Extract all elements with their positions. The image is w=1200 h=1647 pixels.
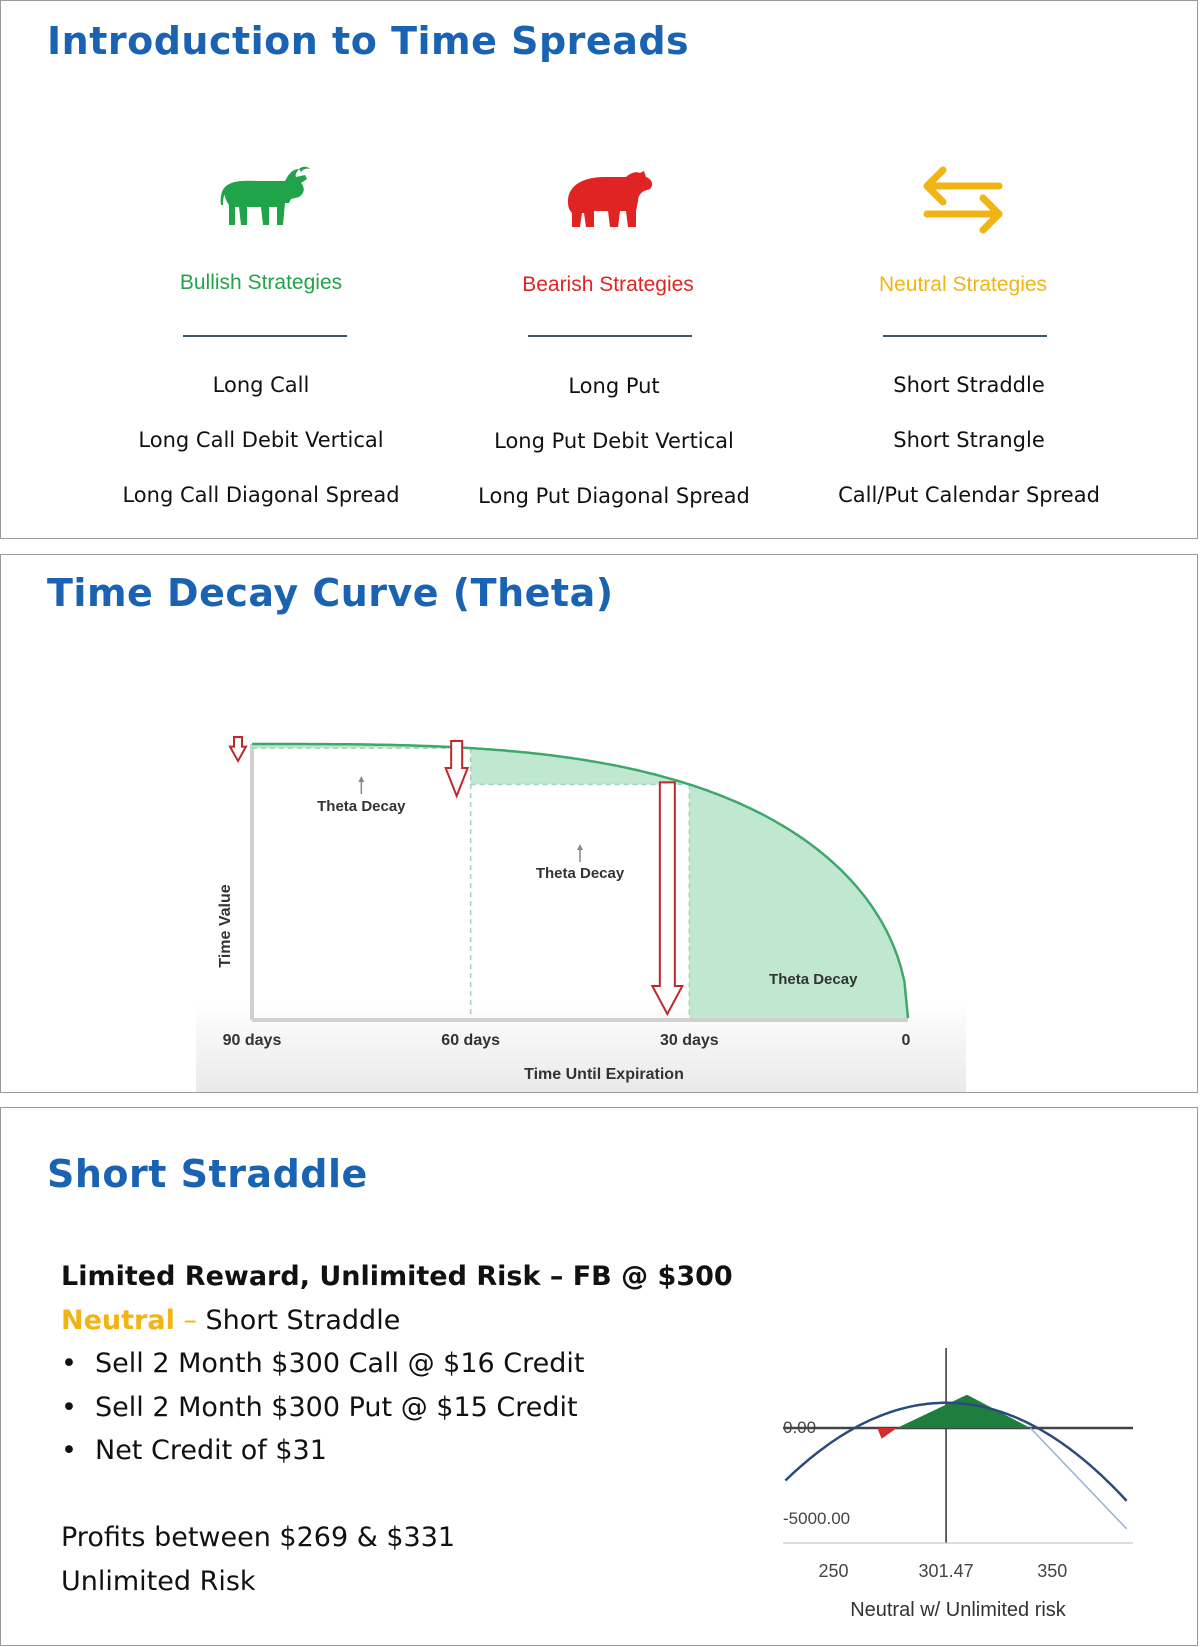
y-tick-label: 0.00	[783, 1418, 817, 1437]
risk-note: Unlimited Risk	[61, 1566, 256, 1597]
theta-decay-label: Theta Decay	[317, 798, 406, 815]
bullet-text: Sell 2 Month $300 Put @ $15 Credit	[95, 1392, 578, 1423]
x-tick-label: 30 days	[659, 1032, 719, 1049]
y-axis-label: Time Value	[217, 884, 234, 968]
theta-decay-label: Theta Decay	[535, 865, 625, 882]
neutral-item: Call/Put Calendar Spread	[838, 483, 1100, 507]
neutral-item: Short Straddle	[893, 373, 1045, 397]
strategy-type-line	[61, 1305, 400, 1336]
x-axis-label: Time Until Expiration	[524, 1066, 684, 1083]
bullet-text: Net Credit of $31	[95, 1435, 327, 1466]
bearish-divider	[528, 335, 692, 337]
profit-range: Profits between $269 & $331	[61, 1522, 456, 1553]
theta-decay-label: Theta Decay	[769, 971, 858, 988]
bullet-text: Sell 2 Month $300 Call @ $16 Credit	[95, 1348, 585, 1379]
bullet-item: • Net Credit of $31	[61, 1435, 327, 1466]
strategy-name: Short Straddle	[205, 1305, 401, 1336]
slide-title: Short Straddle	[47, 1152, 368, 1196]
bullish-item: Long Call Diagonal Spread	[122, 483, 400, 507]
bearish-item: Long Put	[568, 374, 660, 398]
dash-separator: –	[174, 1305, 206, 1336]
slide-title: Time Decay Curve (Theta)	[47, 571, 614, 615]
slide-intro-time-spreads	[0, 0, 1198, 539]
bearish-heading: Bearish Strategies	[522, 273, 694, 296]
neutral-heading: Neutral Strategies	[878, 273, 1048, 296]
bullet-item: • Sell 2 Month $300 Call @ $16 Credit	[61, 1348, 585, 1379]
expiration-line	[1030, 1428, 1126, 1529]
time-decay-chart	[196, 686, 966, 1092]
arrows-exchange-icon	[919, 166, 1007, 234]
bearish-item: Long Put Diagonal Spread	[478, 484, 750, 508]
x-tick-label: 60 days	[441, 1032, 501, 1049]
slide-short-straddle	[0, 1107, 1198, 1646]
bullish-divider	[183, 335, 347, 337]
y-tick-label: -5000.00	[783, 1509, 851, 1528]
x-tick-label: 301.47	[918, 1561, 974, 1581]
payoff-chart	[771, 1308, 1141, 1621]
bear-icon	[564, 171, 654, 231]
bullet-item: • Sell 2 Month $300 Put @ $15 Credit	[61, 1392, 578, 1423]
slide-title: Introduction to Time Spreads	[47, 19, 690, 63]
bearish-item: Long Put Debit Vertical	[494, 429, 734, 453]
bullish-heading: Bullish Strategies	[179, 271, 343, 294]
x-tick-label: 90 days	[222, 1032, 282, 1049]
bull-icon	[219, 165, 311, 231]
x-tick-label: 250	[818, 1561, 849, 1581]
x-tick-label: 0	[901, 1032, 911, 1049]
profit-triangle	[897, 1395, 1030, 1428]
neutral-tag: Neutral	[61, 1305, 175, 1336]
x-tick-label: 350	[1037, 1561, 1068, 1581]
loss-wedge	[877, 1428, 897, 1439]
neutral-divider	[883, 335, 1047, 337]
strategy-heading: Limited Reward, Unlimited Risk – FB @ $300	[61, 1261, 733, 1292]
neutral-item: Short Strangle	[893, 428, 1045, 452]
slide-time-decay-curve	[0, 554, 1198, 1093]
bullish-item: Long Call	[212, 373, 310, 397]
chart-caption: Neutral w/ Unlimited risk	[850, 1599, 1066, 1621]
bullish-item: Long Call Debit Vertical	[138, 428, 384, 452]
